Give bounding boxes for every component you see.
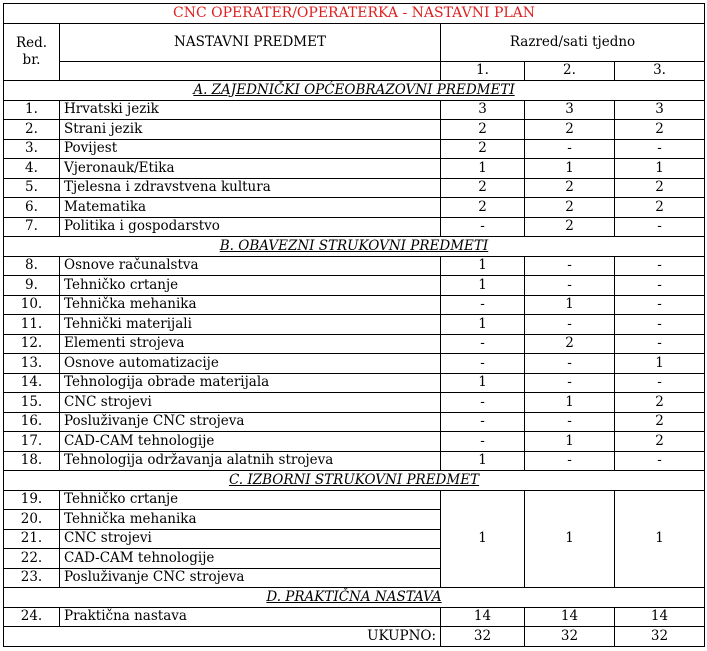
hours-grade-1: -: [441, 295, 525, 315]
hours-grade-3: 2: [615, 393, 705, 413]
hours-grade-3: -: [615, 315, 705, 335]
hours-grade-1: 1: [441, 159, 525, 179]
grade-header-row: [4, 61, 705, 81]
hours-grade-3: -: [615, 295, 705, 315]
subject-name: CNC strojevi: [60, 393, 441, 413]
hours-grade-1: -: [441, 393, 525, 413]
hours-grade-3: 14: [615, 607, 705, 627]
hours-grade-2: 1: [525, 159, 615, 179]
section-b-title: B. OBAVEZNI STRUKOVNI PREDMETI: [4, 237, 705, 257]
table-row: [4, 354, 705, 374]
hours-grade-1: 2: [441, 198, 525, 218]
total-label: UKUPNO:: [4, 627, 441, 647]
hours-grade-2: 14: [525, 607, 615, 627]
hours-grade-3: 2: [615, 120, 705, 140]
section-row: [4, 237, 705, 257]
table-row: [4, 276, 705, 296]
hours-grade-3: -: [615, 256, 705, 276]
hours-grade-1: 1: [441, 373, 525, 393]
section-a-title: A. ZAJEDNIČKI OPĆEOBRAZOVNI PREDMETI: [4, 81, 705, 101]
total-row: [4, 627, 705, 647]
hours-grade-2: 2: [525, 120, 615, 140]
hours-grade-3: 3: [615, 100, 705, 120]
hours-grade-1: 2: [441, 120, 525, 140]
table-row: [4, 120, 705, 140]
hours-grade-1: -: [441, 412, 525, 432]
subject-name: Tehničko crtanje: [60, 276, 441, 296]
table-row: [4, 373, 705, 393]
hours-grade-3: -: [615, 217, 705, 237]
subject-name: Politika i gospodarstvo: [60, 217, 441, 237]
row-number: 2.: [4, 120, 60, 140]
curriculum-table: [3, 3, 705, 647]
hours-grade-1: 1: [441, 315, 525, 335]
row-number: 21.: [4, 529, 60, 549]
row-number: 4.: [4, 159, 60, 179]
subject-name: Elementi strojeva: [60, 334, 441, 354]
header-grade-3: 3.: [615, 61, 705, 81]
table-row: [4, 315, 705, 335]
row-number: 11.: [4, 315, 60, 335]
total-grade-3: 32: [615, 627, 705, 647]
row-number: 16.: [4, 412, 60, 432]
hours-grade-1: 2: [441, 178, 525, 198]
subject-name: Matematika: [60, 198, 441, 218]
table-row: [4, 334, 705, 354]
table-row: [4, 198, 705, 218]
subject-name: Osnove automatizacije: [60, 354, 441, 374]
table-row: [4, 432, 705, 452]
table-row: [4, 139, 705, 159]
hours-grade-2: -: [525, 451, 615, 471]
row-number: 22.: [4, 549, 60, 569]
header-grade-2: 2.: [525, 61, 615, 81]
hours-grade-2: 2: [525, 178, 615, 198]
header-red-br: [4, 23, 60, 81]
row-number: 20.: [4, 510, 60, 530]
hours-grade-3: 2: [615, 432, 705, 452]
hours-grade-3: -: [615, 276, 705, 296]
hours-grade-1: 1: [441, 451, 525, 471]
elective-hours-grade-1: 1: [441, 490, 525, 588]
subject-name: Tjelesna i zdravstvena kultura: [60, 178, 441, 198]
row-number: 23.: [4, 568, 60, 588]
header-red-br-line2: br.: [22, 51, 41, 68]
header-grades: Razred/sati tjedno: [441, 23, 705, 61]
header-row: [4, 23, 705, 61]
table-row: [4, 159, 705, 179]
row-number: 1.: [4, 100, 60, 120]
row-number: 3.: [4, 139, 60, 159]
row-number: 5.: [4, 178, 60, 198]
subject-name: CAD-CAM tehnologije: [60, 549, 441, 569]
hours-grade-2: 1: [525, 295, 615, 315]
row-number: 15.: [4, 393, 60, 413]
hours-grade-2: 2: [525, 334, 615, 354]
table-title: CNC OPERATER/OPERATERKA - NASTAVNI PLAN: [4, 4, 705, 24]
hours-grade-1: 14: [441, 607, 525, 627]
hours-grade-1: -: [441, 217, 525, 237]
row-number: 14.: [4, 373, 60, 393]
hours-grade-1: -: [441, 432, 525, 452]
table-row: [4, 393, 705, 413]
hours-grade-2: -: [525, 276, 615, 296]
hours-grade-1: -: [441, 334, 525, 354]
subject-name: Tehnologija obrade materijala: [60, 373, 441, 393]
subject-name: Posluživanje CNC strojeva: [60, 412, 441, 432]
row-number: 12.: [4, 334, 60, 354]
hours-grade-3: -: [615, 451, 705, 471]
subject-name: Tehnička mehanika: [60, 295, 441, 315]
subject-name: Praktična nastava: [60, 607, 441, 627]
hours-grade-1: -: [441, 354, 525, 374]
table-row: [4, 295, 705, 315]
subject-name: Posluživanje CNC strojeva: [60, 568, 441, 588]
hours-grade-3: 1: [615, 354, 705, 374]
hours-grade-3: 1: [615, 159, 705, 179]
header-subject-blank: [60, 61, 441, 81]
hours-grade-2: 1: [525, 393, 615, 413]
row-number: 19.: [4, 490, 60, 510]
row-number: 24.: [4, 607, 60, 627]
hours-grade-1: 3: [441, 100, 525, 120]
subject-name: Hrvatski jezik: [60, 100, 441, 120]
subject-name: Tehnički materijali: [60, 315, 441, 335]
header-subject: NASTAVNI PREDMET: [60, 23, 441, 61]
hours-grade-1: 1: [441, 276, 525, 296]
hours-grade-2: -: [525, 354, 615, 374]
row-number: 6.: [4, 198, 60, 218]
table-row: [4, 217, 705, 237]
hours-grade-3: -: [615, 373, 705, 393]
hours-grade-1: 1: [441, 256, 525, 276]
row-number: 7.: [4, 217, 60, 237]
header-grade-1: 1.: [441, 61, 525, 81]
row-number: 13.: [4, 354, 60, 374]
hours-grade-2: 1: [525, 432, 615, 452]
hours-grade-2: -: [525, 412, 615, 432]
hours-grade-3: 2: [615, 178, 705, 198]
row-number: 18.: [4, 451, 60, 471]
section-d-title: D. PRAKTIČNA NASTAVA: [4, 588, 705, 608]
table-row: [4, 412, 705, 432]
hours-grade-2: -: [525, 315, 615, 335]
hours-grade-2: -: [525, 139, 615, 159]
hours-grade-3: -: [615, 139, 705, 159]
hours-grade-1: 2: [441, 139, 525, 159]
section-row: [4, 81, 705, 101]
table-row: [4, 490, 705, 510]
section-c-title: C. IZBORNI STRUKOVNI PREDMET: [4, 471, 705, 491]
subject-name: Vjeronauk/Etika: [60, 159, 441, 179]
subject-name: CAD-CAM tehnologije: [60, 432, 441, 452]
subject-name: Tehnologija održavanja alatnih strojeva: [60, 451, 441, 471]
hours-grade-2: -: [525, 256, 615, 276]
header-red-br-line1: Red.: [15, 34, 48, 51]
hours-grade-2: 3: [525, 100, 615, 120]
table-row: [4, 100, 705, 120]
hours-grade-3: -: [615, 334, 705, 354]
hours-grade-3: 2: [615, 198, 705, 218]
table-row: [4, 178, 705, 198]
section-row: [4, 471, 705, 491]
subject-name: Tehnička mehanika: [60, 510, 441, 530]
row-number: 17.: [4, 432, 60, 452]
elective-hours-grade-3: 1: [615, 490, 705, 588]
subject-name: Tehničko crtanje: [60, 490, 441, 510]
hours-grade-2: 2: [525, 198, 615, 218]
subject-name: Osnove računalstva: [60, 256, 441, 276]
row-number: 9.: [4, 276, 60, 296]
subject-name: Povijest: [60, 139, 441, 159]
total-grade-1: 32: [441, 627, 525, 647]
table-row: [4, 256, 705, 276]
row-number: 10.: [4, 295, 60, 315]
hours-grade-2: 2: [525, 217, 615, 237]
table-row: [4, 451, 705, 471]
subject-name: Strani jezik: [60, 120, 441, 140]
hours-grade-2: -: [525, 373, 615, 393]
section-row: [4, 588, 705, 608]
elective-hours-grade-2: 1: [525, 490, 615, 588]
total-grade-2: 32: [525, 627, 615, 647]
subject-name: CNC strojevi: [60, 529, 441, 549]
title-row: [4, 4, 705, 24]
row-number: 8.: [4, 256, 60, 276]
table-row: [4, 607, 705, 627]
hours-grade-3: 2: [615, 412, 705, 432]
